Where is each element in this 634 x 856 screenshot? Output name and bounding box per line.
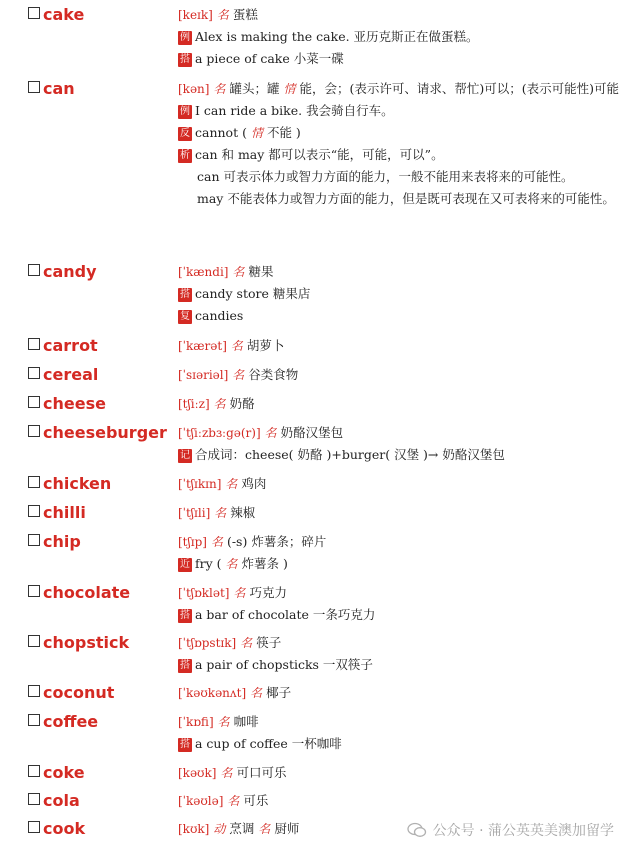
note-text: fry (	[195, 556, 222, 571]
definition-block	[178, 504, 626, 526]
part-of-speech: 名	[240, 636, 253, 650]
definition-block	[178, 792, 626, 814]
note-text: Alex is making the cake. 亚历克斯正在做蛋糕。	[195, 29, 479, 44]
meaning: 筷子	[256, 635, 282, 650]
definition-line	[178, 504, 626, 522]
checkbox-icon	[28, 534, 40, 546]
checkbox-icon	[28, 821, 40, 833]
definition-line	[178, 584, 626, 602]
headword	[28, 792, 80, 810]
phonetic: [kəʊk]	[178, 766, 217, 780]
phonetic: [ˈtʃɪli]	[178, 506, 211, 520]
definition-block	[178, 533, 626, 577]
note-badge: 搭	[180, 660, 190, 671]
part-of-speech: 情	[250, 126, 263, 140]
meaning: 烹调	[229, 821, 255, 836]
definition-block	[178, 337, 626, 359]
part-of-speech: 名	[217, 715, 230, 729]
meaning: 能，会；(表示许可、请求、帮忙)可以；(表示可能性)可能	[299, 81, 619, 96]
note-text: cannot (	[195, 125, 247, 140]
note-text: a piece of cake 小菜一碟	[195, 51, 344, 66]
headword-text: carrot	[43, 336, 98, 355]
meaning: (-s) 炸薯条；碎片	[226, 534, 327, 549]
headword	[28, 584, 130, 602]
phonetic: [ˈtʃɒpstɪk]	[178, 636, 237, 650]
headword	[28, 533, 81, 551]
meaning: 奶酪	[229, 396, 255, 411]
note-text: may 不能表体力或智力方面的能力，但是既可表现在又可表将来的可能性。	[197, 191, 615, 206]
headword-text: chilli	[43, 503, 86, 522]
note-line	[178, 28, 626, 46]
note-line	[178, 190, 626, 208]
definition-block	[178, 684, 626, 706]
definition-block	[178, 475, 626, 497]
part-of-speech: 动	[213, 822, 226, 836]
headword-text: coconut	[43, 683, 115, 702]
definition-block	[178, 80, 626, 212]
phonetic: [keɪk]	[178, 8, 213, 22]
note-text: candies	[195, 308, 244, 323]
part-of-speech: 名	[213, 397, 226, 411]
note-line	[178, 146, 626, 164]
definition-line	[178, 263, 626, 281]
note-badge: 搭	[180, 54, 190, 65]
headword-text: cola	[43, 791, 80, 810]
note-badge: 搭	[180, 289, 190, 300]
part-of-speech: 名	[264, 426, 277, 440]
headword	[28, 263, 97, 281]
checkbox-icon	[28, 476, 40, 488]
note-text: a bar of chocolate 一条巧克力	[195, 607, 376, 622]
note-line	[178, 124, 626, 142]
checkbox-icon	[28, 635, 40, 647]
phonetic: [tʃiːz]	[178, 397, 210, 411]
note-text: can 可表示体力或智力方面的能力，一般不能用来表将来的可能性。	[197, 169, 574, 184]
note-text: 合成词：cheese( 奶酪 )+burger( 汉堡 )→ 奶酪汉堡包	[195, 447, 505, 462]
headword	[28, 424, 167, 442]
phonetic: [ˈtʃiːzbɜːgə(r)]	[178, 426, 261, 440]
headword	[28, 764, 85, 782]
headword-text: coke	[43, 763, 85, 782]
part-of-speech: 名	[233, 586, 246, 600]
definition-block	[178, 424, 626, 468]
note-badge: 搭	[180, 739, 190, 750]
headword-text: cheeseburger	[43, 423, 167, 442]
headword-text: chip	[43, 532, 81, 551]
phonetic: [ˈsɪəriəl]	[178, 368, 229, 382]
part-of-speech: 名	[232, 265, 245, 279]
part-of-speech: 名	[220, 766, 233, 780]
part-of-speech: 情	[283, 82, 296, 96]
definition-line	[178, 764, 626, 782]
headword-text: cook	[43, 819, 86, 838]
meaning: 蛋糕	[232, 7, 258, 22]
definition-line	[178, 424, 626, 442]
note-text: can 和 may 都可以表示“能，可能，可以”。	[195, 147, 444, 162]
checkbox-icon	[28, 7, 40, 19]
definition-line	[178, 792, 626, 810]
part-of-speech: 名	[258, 822, 271, 836]
note-badge: 记	[180, 450, 190, 461]
part-of-speech: 名	[250, 686, 263, 700]
definition-line	[178, 533, 626, 551]
headword-text: chocolate	[43, 583, 131, 602]
phonetic: [ˈkəʊkənʌt]	[178, 686, 247, 700]
headword	[28, 504, 86, 522]
part-of-speech: 名	[225, 477, 238, 491]
definition-line	[178, 634, 626, 652]
note-line	[178, 307, 626, 325]
definition-line	[178, 337, 626, 355]
note-line	[178, 168, 626, 186]
note-line	[178, 555, 626, 573]
headword-text: cheese	[43, 394, 106, 413]
checkbox-icon	[28, 367, 40, 379]
checkbox-icon	[28, 81, 40, 93]
note-badge: 复	[180, 311, 190, 322]
note-line	[178, 656, 626, 674]
meaning: 谷类食物	[248, 367, 299, 382]
checkbox-icon	[28, 685, 40, 697]
headword	[28, 713, 98, 731]
definition-block	[178, 263, 626, 329]
part-of-speech: 名	[225, 557, 238, 571]
headword	[28, 337, 98, 355]
checkbox-icon	[28, 793, 40, 805]
definition-line	[178, 395, 626, 413]
note-line	[178, 102, 626, 120]
headword-text: coffee	[43, 712, 99, 731]
meaning: 奶酪汉堡包	[280, 425, 344, 440]
note-text: candy store 糖果店	[195, 286, 311, 301]
definition-block	[178, 634, 626, 678]
definition-line	[178, 80, 626, 98]
phonetic: [ˈtʃɒklət]	[178, 586, 230, 600]
checkbox-icon	[28, 264, 40, 276]
definition-line	[178, 366, 626, 384]
part-of-speech: 名	[216, 8, 229, 22]
checkbox-icon	[28, 714, 40, 726]
checkbox-icon	[28, 585, 40, 597]
meaning: 糖果	[248, 264, 274, 279]
part-of-speech: 名	[230, 339, 243, 353]
meaning: 椰子	[266, 685, 292, 700]
note-text: I can ride a bike. 我会骑自行车。	[195, 103, 394, 118]
checkbox-icon	[28, 338, 40, 350]
note-text: 炸薯条 )	[241, 556, 288, 571]
headword-text: cake	[43, 5, 85, 24]
meaning: 可乐	[243, 793, 269, 808]
meaning: 鸡肉	[241, 476, 267, 491]
definition-block	[178, 713, 626, 757]
note-text: a pair of chopsticks 一双筷子	[195, 657, 373, 672]
phonetic: [kən]	[178, 82, 210, 96]
headword-text: chicken	[43, 474, 112, 493]
meaning: 辣椒	[230, 505, 256, 520]
checkbox-icon	[28, 396, 40, 408]
watermark-text: 公众号 · 蒲公英英美澳加留学	[432, 823, 614, 839]
watermark	[407, 820, 614, 840]
phonetic: [ˈkɒfi]	[178, 715, 214, 729]
definition-block	[178, 584, 626, 628]
part-of-speech: 名	[227, 794, 240, 808]
phonetic: [ˈkændi]	[178, 265, 229, 279]
definition-block	[178, 366, 626, 388]
meaning: 可口可乐	[236, 765, 287, 780]
definition-block	[178, 6, 626, 72]
phonetic: [tʃɪp]	[178, 535, 207, 549]
note-text: a cup of coffee 一杯咖啡	[195, 736, 342, 751]
meaning: 厨师	[274, 821, 300, 836]
note-line	[178, 735, 626, 753]
definition-line	[178, 475, 626, 493]
meaning: 巧克力	[249, 585, 287, 600]
headword-text: candy	[43, 262, 97, 281]
note-badge: 近	[180, 559, 190, 570]
phonetic: [kʊk]	[178, 822, 210, 836]
checkbox-icon	[28, 425, 40, 437]
note-badge: 析	[180, 150, 190, 161]
headword	[28, 366, 98, 384]
note-badge: 例	[180, 32, 190, 43]
definition-line	[178, 6, 626, 24]
part-of-speech: 名	[214, 506, 227, 520]
note-badge: 搭	[180, 610, 190, 621]
note-badge: 反	[180, 128, 190, 139]
definition-block	[178, 764, 626, 786]
headword	[28, 6, 84, 24]
part-of-speech: 名	[232, 368, 245, 382]
phonetic: [ˈkærət]	[178, 339, 227, 353]
phonetic: [ˈtʃɪkɪn]	[178, 477, 222, 491]
wechat-icon	[407, 822, 427, 838]
note-line	[178, 285, 626, 303]
headword	[28, 395, 106, 413]
meaning: 咖啡	[233, 714, 259, 729]
headword	[28, 80, 75, 98]
note-line	[178, 446, 626, 464]
headword	[28, 634, 129, 652]
headword	[28, 820, 85, 838]
headword	[28, 684, 114, 702]
definition-line	[178, 684, 626, 702]
definition-block	[178, 395, 626, 417]
note-badge: 例	[180, 106, 190, 117]
checkbox-icon	[28, 765, 40, 777]
headword	[28, 475, 111, 493]
phonetic: [ˈkəʊlə]	[178, 794, 224, 808]
note-line	[178, 606, 626, 624]
headword-text: chopstick	[43, 633, 130, 652]
headword-text: cereal	[43, 365, 99, 384]
meaning: 胡萝卜	[246, 338, 285, 353]
note-text: 不能 )	[266, 125, 301, 140]
checkbox-icon	[28, 505, 40, 517]
note-line	[178, 50, 626, 68]
part-of-speech: 名	[210, 535, 223, 549]
part-of-speech: 名	[213, 82, 226, 96]
definition-line	[178, 713, 626, 731]
meaning: 罐头；罐	[229, 81, 280, 96]
headword-text: can	[43, 79, 75, 98]
